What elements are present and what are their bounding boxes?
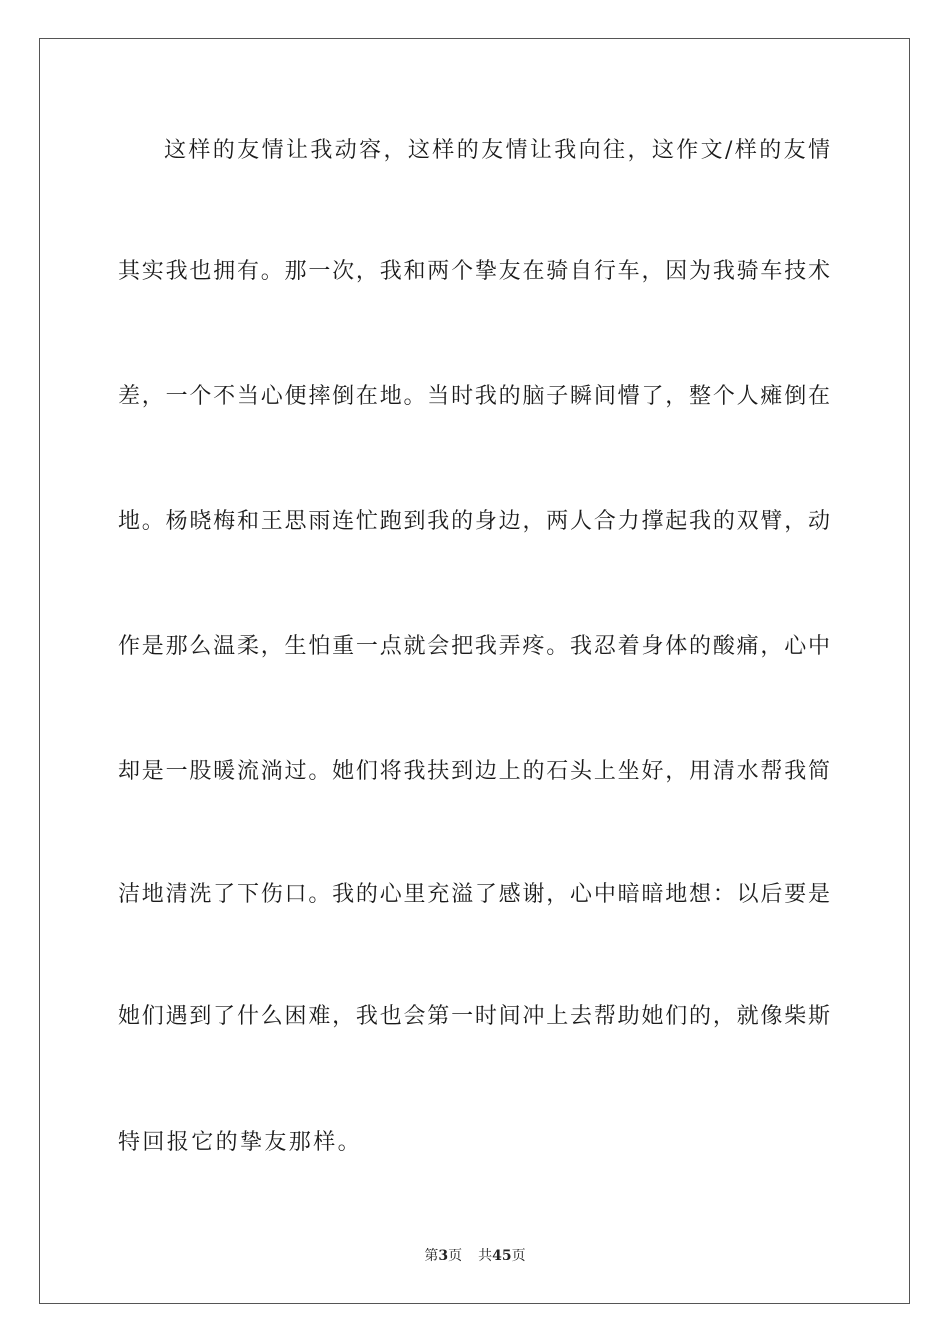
page-border [39, 38, 910, 1304]
page-footer [0, 1247, 950, 1265]
total-label-suffix: 页 [511, 1248, 526, 1264]
paragraph-line-7: 洁地清洗了下伤口。我的心里充溢了感谢，心中暗暗地想：以后要是 [118, 882, 830, 907]
paragraph-line-4: 地。杨晓梅和王思雨连忙跑到我的身边，两人合力撑起我的双臂，动 [118, 509, 830, 534]
total-page-count: 45 [492, 1248, 512, 1264]
paragraph-line-6: 却是一股暖流淌过。她们将我扶到边上的石头上坐好，用清水帮我简 [118, 759, 830, 784]
paragraph-line-1: 这样的友情让我动容，这样的友情让我向往，这作文/样的友情 [164, 138, 830, 163]
paragraph-line-8: 她们遇到了什么困难，我也会第一时间冲上去帮助她们的，就像柴斯 [118, 1004, 830, 1029]
paragraph-line-5: 作是那么温柔，生怕重一点就会把我弄疼。我忍着身体的酸痛，心中 [118, 634, 830, 659]
page-label-prefix: 第 [424, 1248, 439, 1264]
paragraph-line-9: 特回报它的挚友那样。 [118, 1130, 363, 1155]
paragraph-line-2: 其实我也拥有。那一次，我和两个挚友在骑自行车，因为我骑车技术 [118, 259, 830, 284]
page-label-suffix: 页 [448, 1248, 463, 1264]
current-page-number: 3 [438, 1248, 449, 1264]
total-label-prefix: 共 [478, 1248, 493, 1264]
paragraph-line-3: 差，一个不当心便摔倒在地。当时我的脑子瞬间懵了，整个人瘫倒在 [118, 384, 830, 409]
